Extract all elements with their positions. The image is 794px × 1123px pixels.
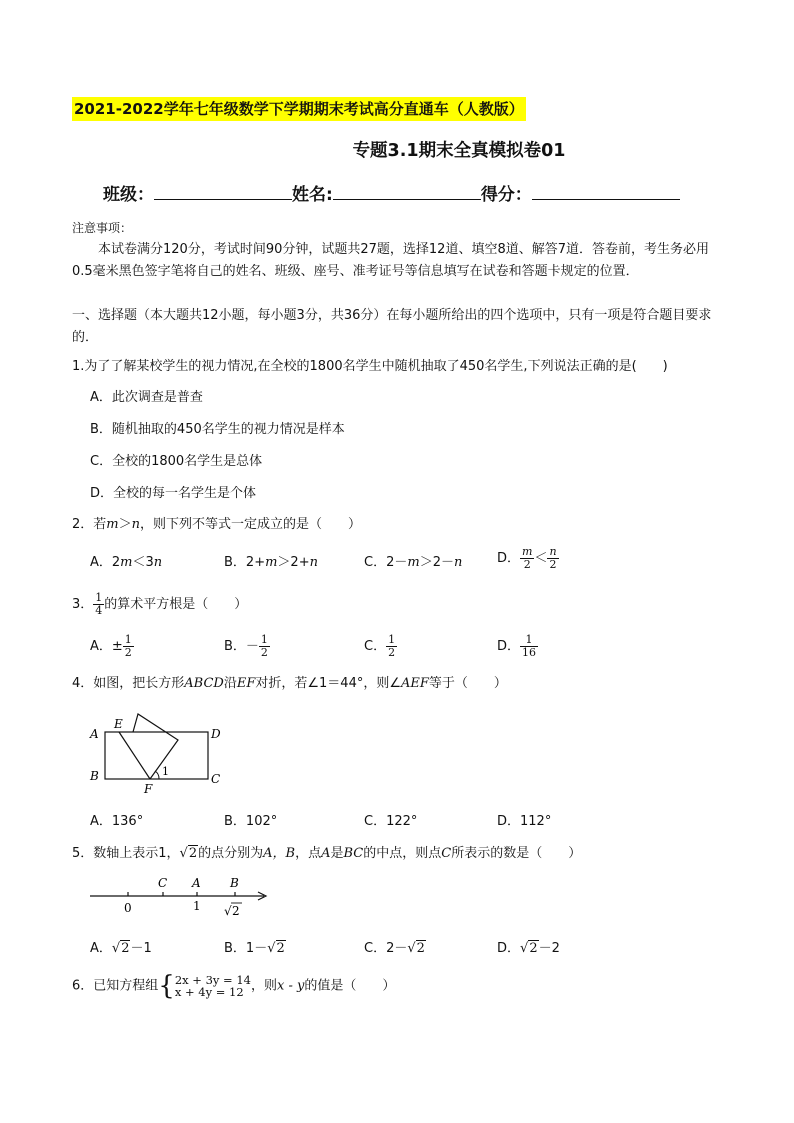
label-f: F [144, 782, 153, 796]
q3-stem: 3． $\frac{1}{4}$ 的算术平方根是（ ） [72, 591, 248, 617]
q1-option-d[interactable]: D．全校的每一名学生是个体 [90, 486, 257, 501]
name-blank[interactable] [333, 181, 481, 200]
q3-option-d[interactable]: D． $\frac{1}{16}$ [497, 633, 537, 659]
label-c: C [211, 772, 221, 786]
q5-stem: 5．数轴上表示1，√2的点分别为A，B，点A是BC的中点，则点C所表示的数是（ ） [72, 846, 582, 861]
name-label: 姓名: [292, 185, 333, 205]
tick-label-zero: 0 [124, 901, 132, 915]
q2-option-b[interactable]: B．2+m＞2+n [224, 555, 318, 570]
q5-option-b[interactable]: B．1－√2 [224, 941, 285, 956]
notice-heading: 注意事项： [72, 221, 133, 235]
label-a: A [90, 727, 99, 741]
q3-option-a[interactable]: A．± $\frac{1}{2}$ [90, 633, 132, 659]
label-e: E [114, 717, 123, 731]
notice-body: 本试卷满分120分，考试时间90分钟，试题共27题，选择12道、填空8道、解答7道．答卷前，考生务必用0.5毫米黑色签字笔将自己的姓名、班级、座号、准考证号等信息填写在试卷和答题卡规定的位置． [72, 242, 709, 279]
fold-line-ef [119, 732, 150, 779]
title-text: 专题3.1期末全真模拟卷01 [352, 141, 566, 161]
label-angle-1: 1 [162, 765, 169, 778]
page-title [0, 137, 794, 162]
class-blank[interactable] [154, 181, 292, 200]
section-intro: 一、选择题（本大题共12小题，每小题3分，共36分）在每小题所给出的四个选项中，只有一项是符合题目要求的． [72, 308, 712, 345]
equation-system: 2x + 3y = 14 x + 4y = 12 [174, 973, 251, 999]
tick-label-root-sign: √ [224, 904, 232, 918]
point-label-b: B [230, 876, 239, 890]
q2-stem: 2．若m＞n，则下列不等式一定成立的是（ ） [72, 517, 362, 532]
q5-number-line [86, 872, 276, 922]
q3-option-c[interactable]: C． $\frac{1}{2}$ [364, 633, 396, 659]
q4-option-b[interactable]: B．102° [224, 814, 278, 829]
series-banner: 2021-2022学年七年级数学下学期期末考试高分直通车（人教版） [72, 97, 526, 121]
point-label-a: A [192, 876, 201, 890]
point-label-c: C [158, 876, 168, 890]
q2-option-d[interactable]: D． $\frac{m}{2}$ ＜ $\frac{n}{2}$ [497, 545, 557, 571]
q6-stem: 6．已知方程组{ 2x + 3y = 14 x + 4y = 12 ，则x - y的值是（ ） [72, 971, 396, 1001]
q1-stem: 1.为了了解某校学生的视力情况,在全校的1800名学生中随机抽取了450名学生,下列说法正确的是( ) [72, 359, 668, 374]
q5-option-d[interactable]: D．√2－2 [497, 941, 560, 956]
q2-option-c[interactable]: C．2－m＞2－n [364, 555, 463, 570]
score-blank[interactable] [532, 181, 680, 200]
folded-flap [133, 714, 178, 779]
q4-option-a[interactable]: A．136° [90, 814, 144, 829]
tick-label-root2: 2 [232, 904, 240, 918]
q1-option-b[interactable]: B．随机抽取的450名学生的视力情况是样本 [90, 422, 345, 437]
q4-stem: 4．如图，把长方形ABCD沿EF对折，若∠1＝44°，则∠AEF等于（ ） [72, 676, 507, 691]
q1-option-a[interactable]: A．此次调查是普查 [90, 390, 203, 405]
tick-label-one: 1 [193, 899, 201, 913]
q5-option-c[interactable]: C．2－√2 [364, 941, 425, 956]
class-label: 班级： [103, 185, 154, 205]
q2-option-a[interactable]: A．2m＜3n [90, 555, 163, 570]
label-d: D [211, 727, 221, 741]
label-b: B [90, 769, 99, 783]
q4-option-d[interactable]: D．112° [497, 814, 552, 829]
q5-option-a[interactable]: A．√2－1 [90, 941, 152, 956]
q4-option-c[interactable]: C．122° [364, 814, 418, 829]
student-info-line [103, 180, 680, 205]
q3-option-b[interactable]: B．－ $\frac{1}{2}$ [224, 633, 268, 659]
q4-figure [86, 708, 236, 798]
score-label: 得分： [480, 185, 532, 205]
q1-option-c[interactable]: C．全校的1800名学生是总体 [90, 454, 263, 469]
